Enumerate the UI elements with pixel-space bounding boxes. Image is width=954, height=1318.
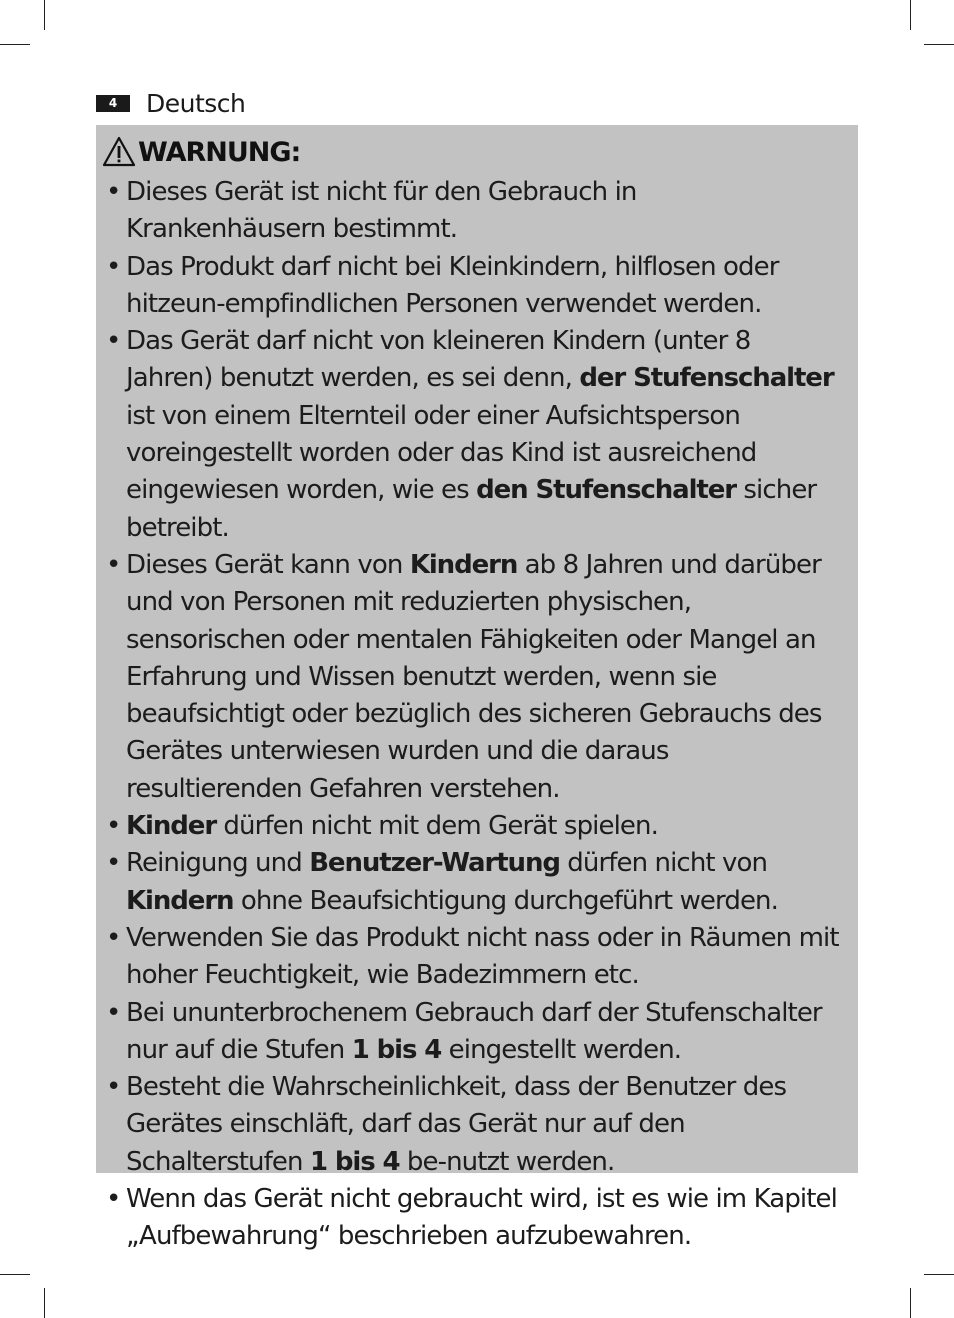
page-header <box>96 86 245 120</box>
language-label: Deutsch <box>146 88 246 118</box>
emphasis-text: den Stufenschalter <box>476 475 737 506</box>
emphasis-text: Kindern <box>126 885 234 916</box>
crop-mark <box>910 0 911 30</box>
crop-mark <box>910 1288 911 1318</box>
item-text: dürfen nicht von <box>559 848 768 879</box>
item-text: Verwenden Sie das Produkt nicht nass oder in Räumen mit hoher Feuchtigkeit, wie Badezimmern etc. <box>126 922 839 991</box>
crop-mark <box>924 44 954 45</box>
crop-mark <box>924 1274 954 1275</box>
bullet-icon: • <box>106 848 121 879</box>
warning-heading <box>102 130 840 174</box>
bullet-icon: • <box>106 811 121 842</box>
list-item <box>102 547 840 808</box>
item-text: Dieses Gerät kann von <box>126 549 410 580</box>
bullet-icon: • <box>106 177 121 207</box>
list-item <box>102 249 840 324</box>
item-text: sicher betreibt. <box>126 475 817 543</box>
bullet-icon: • <box>106 251 121 282</box>
crop-mark <box>44 0 45 30</box>
item-text: ist von einem Elternteil oder einer Aufsichtsperson voreingestellt worden oder das Kind ist ausreichend eingewiesen worden, wie es <box>126 400 757 506</box>
item-text: Das Produkt darf nicht bei Kleinkindern, hilflosen oder hitzeun-empfindlichen Personen verwendet werden. <box>126 251 779 319</box>
item-text: eingestellt werden. <box>441 1034 682 1065</box>
crop-mark <box>44 1288 45 1318</box>
item-text: be-nutzt werden. <box>399 1146 615 1177</box>
item-text: Wenn das Gerät nicht gebraucht wird, ist es wie im Kapitel „Aufbewahrung“ beschrieben aufzubewahren. <box>126 1184 837 1252</box>
list-item <box>102 323 840 547</box>
list-item <box>102 1181 840 1256</box>
bullet-icon: • <box>106 549 121 580</box>
page-number: 4 <box>96 95 130 112</box>
warning-list <box>102 174 840 1256</box>
item-text: Reinigung und <box>126 848 310 879</box>
item-text: Das Gerät darf nicht von kleineren Kindern (unter 8 Jahren) benutzt werden, es sei denn, <box>126 326 751 394</box>
bullet-icon: • <box>106 326 121 357</box>
emphasis-text: 1 bis 4 <box>351 1034 442 1065</box>
item-text: Dieses Gerät ist nicht für den Gebrauch in Krankenhäusern bestimmt. <box>126 177 637 245</box>
crop-mark <box>0 1274 30 1275</box>
emphasis-text: 1 bis 4 <box>309 1146 400 1177</box>
emphasis-text: Benutzer-Wartung <box>309 848 560 879</box>
item-text: ohne Beaufsichtigung durchgeführt werden. <box>233 885 779 916</box>
bullet-icon: • <box>106 997 121 1028</box>
bullet-icon: • <box>106 1184 121 1215</box>
item-text: ab 8 Jahren und darüber und von Personen mit reduzierten physischen, sensorischen oder mentalen Fähigkeiten oder Mangel an Erfahrung und Wissen benutzt werden, wenn sie beaufsichtigt oder bezüglich des sicheren Gebrauchs des Gerätes unterwiesen wurden und die daraus resultierenden Gefahren verstehen. <box>126 549 822 804</box>
list-item <box>102 1069 840 1181</box>
list-item <box>102 845 840 920</box>
bullet-icon: • <box>106 1072 121 1103</box>
warning-title: WARNUNG: <box>138 136 301 168</box>
warning-triangle-icon <box>102 136 136 168</box>
warning-box <box>96 125 858 1252</box>
item-text: dürfen nicht mit dem Gerät spielen. <box>216 811 658 842</box>
bullet-icon: • <box>106 922 121 953</box>
list-item <box>102 920 840 995</box>
emphasis-text: Kindern <box>409 549 518 580</box>
list-item <box>102 808 840 845</box>
emphasis-text: der Stufenschalter <box>579 363 834 394</box>
emphasis-text: Kinder <box>126 811 217 842</box>
list-item <box>102 174 840 249</box>
item-text: Bei ununterbrochenem Gebrauch darf der Stufenschalter nur auf die Stufen <box>126 997 822 1065</box>
crop-mark <box>0 44 30 45</box>
item-text: Besteht die Wahrscheinlichkeit, dass der Benutzer des Gerätes einschläft, darf das Gerät nur auf den Schalterstufen <box>126 1072 787 1177</box>
list-item <box>102 995 840 1070</box>
